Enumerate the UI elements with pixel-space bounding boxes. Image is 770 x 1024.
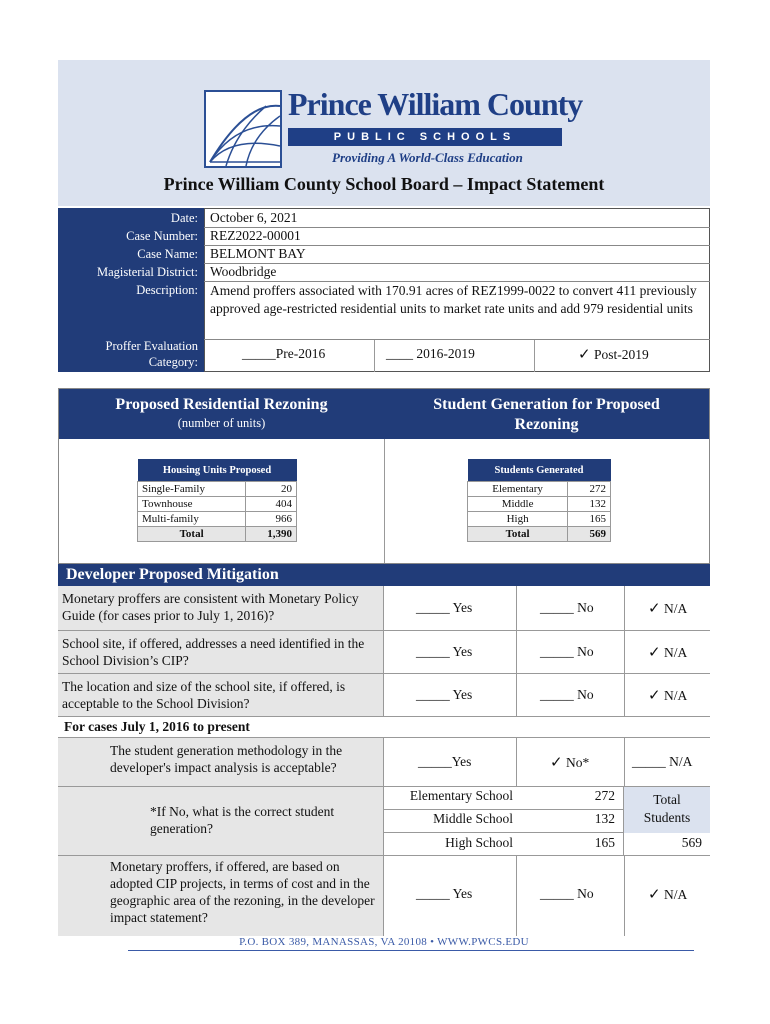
row2-yes: _____ Yes (416, 644, 473, 659)
table-row-total: Total 1,390 (138, 527, 297, 542)
proffer-pre-2016: _____Pre-2016 (242, 346, 326, 361)
info-labels (58, 208, 204, 372)
check-icon: ✓ (648, 645, 661, 661)
students-generated-title: Students Generated (468, 459, 611, 482)
total-students-value: 569 (681, 835, 702, 850)
high-value: 165 (594, 835, 615, 850)
case-number-value: REZ2022-00001 (210, 228, 301, 243)
row3-na: ✓ N/A (648, 688, 688, 704)
table-row: Townhouse 404 (138, 497, 297, 512)
high-label: High School (445, 835, 513, 850)
date-value: October 6, 2021 (210, 210, 298, 225)
proposed-rezoning-heading: Proposed Residential Rezoning (number of units) (59, 389, 384, 439)
row6-yes: _____ Yes (416, 886, 473, 901)
case-number-label: Case Number: (126, 229, 198, 243)
middle-value: 132 (594, 811, 615, 826)
row4-na: _____ N/A (632, 754, 693, 769)
row3-no: _____ No (540, 687, 594, 702)
logo-bar: PUBLIC SCHOOLS (288, 128, 562, 146)
case-name-value: BELMONT BAY (210, 246, 306, 261)
proffer-2016-2019: ____ 2016-2019 (386, 346, 475, 361)
row1-yes: _____ Yes (416, 600, 473, 615)
footer-address: P.O. BOX 389, MANASSAS, VA 20108 • WWW.PWCS.EDU (239, 936, 529, 948)
district-label: Magisterial District: (96, 265, 198, 279)
mitigation-row-1: Monetary proffers are consistent with Monetary Policy Guide (for cases prior to July 1, 2016)? _____ Yes _____ No ✓ N/A (58, 586, 710, 631)
check-icon: ✓ (648, 688, 661, 704)
row4-no: ✓ No* (550, 755, 590, 771)
table-row-total: Total 569 (468, 527, 611, 542)
globe-emblem-icon (204, 90, 282, 168)
table-row: High 165 (468, 512, 611, 527)
mitigation-row-6: Monetary proffers, if offered, are based on adopted CIP projects, in terms of cost and in the geographic area of the rezoning, in the developer impact statement? _____ Yes _____ No ✓ N/A (58, 856, 710, 936)
table-row: Elementary 272 (468, 482, 611, 497)
students-generated-table (467, 459, 611, 542)
mitigation-heading: Developer Proposed Mitigation (58, 564, 710, 586)
total-students-label: Total Students (624, 787, 710, 833)
mitigation-row-4: The student generation methodology in the developer's impact analysis is acceptable? _____Yes ✓ No* _____ N/A (58, 738, 710, 787)
cases-heading: For cases July 1, 2016 to present (64, 719, 250, 734)
row1-na: ✓ N/A (648, 601, 688, 617)
description-label: Description: (136, 283, 198, 297)
date-label: Date: (170, 211, 198, 225)
table-row: Multi-family 966 (138, 512, 297, 527)
row3-yes: _____ Yes (416, 687, 473, 702)
table-row: Middle 132 (468, 497, 611, 512)
student-generation-heading: Student Generation for Proposed Rezoning (384, 389, 709, 439)
impact-statement-page (58, 60, 710, 960)
middle-label: Middle School (433, 811, 513, 826)
row2-na: ✓ N/A (648, 645, 688, 661)
description-value: Amend proffers associated with 170.91 acres of REZ1999-0022 to convert 411 previously approved age-restricted residential units to market rate units and add 979 residential units (210, 283, 697, 316)
case-name-label: Case Name: (137, 247, 198, 261)
proffer-post-2019 (578, 345, 649, 364)
row6-na: ✓ N/A (648, 887, 688, 903)
row2-no: _____ No (540, 644, 594, 659)
pwcs-logo (204, 86, 583, 170)
row1-no: _____ No (540, 600, 594, 615)
document-title: Prince William County School Board – Impact Statement (163, 174, 605, 194)
logo-tagline: Providing A World-Class Education (332, 150, 523, 165)
check-icon: ✓ (648, 601, 661, 617)
footer-rule (128, 950, 694, 951)
row6-no: _____ No (540, 886, 594, 901)
mitigation-row-3: The location and size of the school site, if offered, is acceptable to the School Division? _____ Yes _____ No ✓ N/A (58, 674, 710, 717)
header-band (58, 60, 710, 206)
proffer-category-label: Proffer Evaluation Category: (105, 339, 198, 369)
elem-value: 272 (594, 788, 615, 803)
mitigation-row-2: School site, if offered, addresses a need identified in the School Division’s CIP? _____ Yes _____ No ✓ N/A (58, 631, 710, 674)
table-row: Single-Family 20 (138, 482, 297, 497)
row4-yes: _____Yes (418, 754, 472, 769)
proffer-post-2019-label: Post-2019 (593, 347, 649, 362)
elem-label: Elementary School (409, 788, 513, 803)
housing-units-title: Housing Units Proposed (138, 459, 297, 482)
district-value: Woodbridge (210, 264, 277, 279)
check-icon: ✓ (578, 347, 591, 363)
logo-name: Prince William County (288, 86, 583, 122)
mitigation-row-5: *If No, what is the correct student generation? Elementary School 272 Middle School 132 High School 165 Total Students 569 (58, 787, 710, 856)
housing-units-table (137, 459, 297, 542)
check-icon: ✓ (550, 755, 563, 771)
check-icon: ✓ (648, 887, 661, 903)
cases-heading-row (58, 717, 710, 738)
rezoning-section (58, 388, 710, 564)
